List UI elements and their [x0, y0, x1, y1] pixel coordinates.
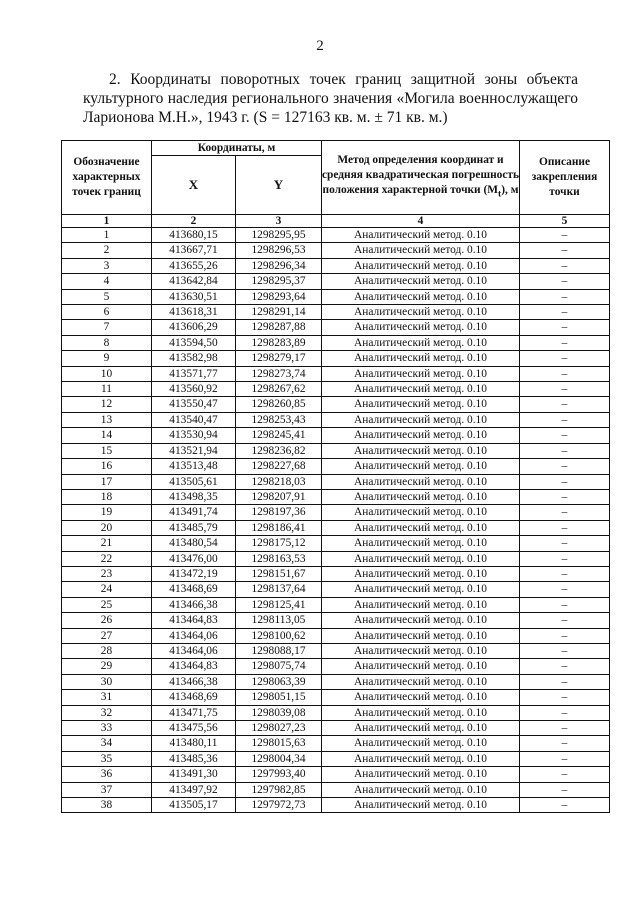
- description-cell: –: [520, 397, 610, 412]
- point-number-cell: 22: [62, 551, 152, 566]
- header-method-text: Метод определения координат и средняя квадратическая погрешность положения характерной точки (M: [322, 153, 519, 196]
- x-coordinate-cell: 413497,92: [152, 782, 236, 797]
- point-number-cell: 26: [62, 613, 152, 628]
- description-cell: –: [520, 643, 610, 658]
- x-coordinate-cell: 413464,06: [152, 628, 236, 643]
- x-coordinate-cell: 413485,36: [152, 751, 236, 766]
- y-coordinate-cell: 1298004,34: [236, 751, 322, 766]
- method-cell: Аналитический метод. 0.10: [322, 674, 520, 689]
- method-cell: Аналитический метод. 0.10: [322, 366, 520, 381]
- point-number-cell: 36: [62, 767, 152, 782]
- y-coordinate-cell: 1298279,17: [236, 351, 322, 366]
- y-coordinate-cell: 1298207,91: [236, 489, 322, 504]
- y-coordinate-cell: 1298186,41: [236, 520, 322, 535]
- point-number-cell: 24: [62, 582, 152, 597]
- y-coordinate-cell: 1298015,63: [236, 736, 322, 751]
- description-cell: –: [520, 551, 610, 566]
- method-cell: Аналитический метод. 0.10: [322, 628, 520, 643]
- point-number-cell: 19: [62, 505, 152, 520]
- method-cell: Аналитический метод. 0.10: [322, 505, 520, 520]
- x-coordinate-cell: 413466,38: [152, 597, 236, 612]
- method-cell: Аналитический метод. 0.10: [322, 412, 520, 427]
- point-number-cell: 7: [62, 320, 152, 335]
- y-coordinate-cell: 1297972,73: [236, 798, 322, 813]
- y-coordinate-cell: 1298291,14: [236, 305, 322, 320]
- y-coordinate-cell: 1298227,68: [236, 459, 322, 474]
- y-coordinate-cell: 1298125,41: [236, 597, 322, 612]
- y-coordinate-cell: 1298151,67: [236, 566, 322, 581]
- x-coordinate-cell: 413680,15: [152, 228, 236, 243]
- table-row: [62, 366, 610, 381]
- table-row: [62, 397, 610, 412]
- description-cell: –: [520, 489, 610, 504]
- x-coordinate-cell: 413480,54: [152, 536, 236, 551]
- y-coordinate-cell: 1297993,40: [236, 767, 322, 782]
- table-row: [62, 751, 610, 766]
- point-number-cell: 20: [62, 520, 152, 535]
- description-cell: –: [520, 412, 610, 427]
- point-number-cell: 15: [62, 443, 152, 458]
- method-cell: Аналитический метод. 0.10: [322, 551, 520, 566]
- point-number-cell: 6: [62, 305, 152, 320]
- point-number-cell: 25: [62, 597, 152, 612]
- x-coordinate-cell: 413472,19: [152, 566, 236, 581]
- table-row: [62, 428, 610, 443]
- point-number-cell: 32: [62, 705, 152, 720]
- method-cell: Аналитический метод. 0.10: [322, 751, 520, 766]
- point-number-cell: 5: [62, 289, 152, 304]
- method-cell: Аналитический метод. 0.10: [322, 721, 520, 736]
- table-row: [62, 243, 610, 258]
- header-y: Y: [236, 156, 322, 215]
- section-heading: 2. Координаты поворотных точек границ защитной зоны объекта культурного наследия регионального значения «Могила военнослужащего Ларионова М.Н.», 1943 г. (S = 127163 кв. м. ± 71 кв. м.): [83, 71, 578, 126]
- x-coordinate-cell: 413466,38: [152, 674, 236, 689]
- method-cell: Аналитический метод. 0.10: [322, 459, 520, 474]
- description-cell: –: [520, 459, 610, 474]
- table-row: [62, 690, 610, 705]
- method-cell: Аналитический метод. 0.10: [322, 243, 520, 258]
- y-coordinate-cell: 1298295,37: [236, 274, 322, 289]
- description-cell: –: [520, 228, 610, 243]
- description-cell: –: [520, 782, 610, 797]
- table-row: [62, 782, 610, 797]
- point-number-cell: 9: [62, 351, 152, 366]
- method-cell: Аналитический метод. 0.10: [322, 320, 520, 335]
- point-number-cell: 35: [62, 751, 152, 766]
- table-row: [62, 289, 610, 304]
- x-coordinate-cell: 413550,47: [152, 397, 236, 412]
- header-coordinates: Координаты, м: [152, 141, 322, 156]
- description-cell: –: [520, 751, 610, 766]
- method-cell: Аналитический метод. 0.10: [322, 597, 520, 612]
- description-cell: –: [520, 798, 610, 813]
- method-cell: Аналитический метод. 0.10: [322, 613, 520, 628]
- point-number-cell: 10: [62, 366, 152, 381]
- table-row: [62, 320, 610, 335]
- x-coordinate-cell: 413560,92: [152, 382, 236, 397]
- method-cell: Аналитический метод. 0.10: [322, 798, 520, 813]
- coordinates-table: [61, 140, 610, 813]
- description-cell: –: [520, 443, 610, 458]
- table-row: [62, 582, 610, 597]
- point-number-cell: 28: [62, 643, 152, 658]
- table-row: [62, 674, 610, 689]
- description-cell: –: [520, 520, 610, 535]
- description-cell: –: [520, 566, 610, 581]
- description-cell: –: [520, 258, 610, 273]
- y-coordinate-cell: 1298137,64: [236, 582, 322, 597]
- description-cell: –: [520, 428, 610, 443]
- header-description: Описание закрепления точки: [520, 141, 610, 215]
- y-coordinate-cell: 1298260,85: [236, 397, 322, 412]
- y-coordinate-cell: 1298218,03: [236, 474, 322, 489]
- description-cell: –: [520, 243, 610, 258]
- table-row: [62, 489, 610, 504]
- y-coordinate-cell: 1298175,12: [236, 536, 322, 551]
- point-number-cell: 27: [62, 628, 152, 643]
- method-cell: Аналитический метод. 0.10: [322, 443, 520, 458]
- table-row: [62, 536, 610, 551]
- column-number: 4: [322, 215, 520, 228]
- method-cell: Аналитический метод. 0.10: [322, 289, 520, 304]
- y-coordinate-cell: 1298100,62: [236, 628, 322, 643]
- method-cell: Аналитический метод. 0.10: [322, 536, 520, 551]
- method-cell: Аналитический метод. 0.10: [322, 690, 520, 705]
- table-row: [62, 628, 610, 643]
- point-number-cell: 3: [62, 258, 152, 273]
- description-cell: –: [520, 705, 610, 720]
- point-number-cell: 31: [62, 690, 152, 705]
- description-cell: –: [520, 351, 610, 366]
- table-row: [62, 705, 610, 720]
- table-row: [62, 258, 610, 273]
- y-coordinate-cell: 1298296,53: [236, 243, 322, 258]
- table-row: [62, 305, 610, 320]
- description-cell: –: [520, 474, 610, 489]
- method-cell: Аналитический метод. 0.10: [322, 258, 520, 273]
- table-row: [62, 412, 610, 427]
- x-coordinate-cell: 413464,83: [152, 659, 236, 674]
- x-coordinate-cell: 413530,94: [152, 428, 236, 443]
- point-number-cell: 8: [62, 335, 152, 350]
- point-number-cell: 13: [62, 412, 152, 427]
- column-number: 5: [520, 215, 610, 228]
- description-cell: –: [520, 659, 610, 674]
- method-cell: Аналитический метод. 0.10: [322, 643, 520, 658]
- method-cell: Аналитический метод. 0.10: [322, 228, 520, 243]
- y-coordinate-cell: 1298051,15: [236, 690, 322, 705]
- y-coordinate-cell: 1298273,74: [236, 366, 322, 381]
- point-number-cell: 34: [62, 736, 152, 751]
- point-number-cell: 33: [62, 721, 152, 736]
- y-coordinate-cell: 1298163,53: [236, 551, 322, 566]
- x-coordinate-cell: 413471,75: [152, 705, 236, 720]
- x-coordinate-cell: 413505,61: [152, 474, 236, 489]
- x-coordinate-cell: 413655,26: [152, 258, 236, 273]
- point-number-cell: 2: [62, 243, 152, 258]
- y-coordinate-cell: 1298245,41: [236, 428, 322, 443]
- x-coordinate-cell: 413480,11: [152, 736, 236, 751]
- point-number-cell: 11: [62, 382, 152, 397]
- table-row: [62, 551, 610, 566]
- table-row: [62, 459, 610, 474]
- description-cell: –: [520, 736, 610, 751]
- method-cell: Аналитический метод. 0.10: [322, 351, 520, 366]
- x-coordinate-cell: 413491,30: [152, 767, 236, 782]
- y-coordinate-cell: 1298293,64: [236, 289, 322, 304]
- table-row: [62, 228, 610, 243]
- y-coordinate-cell: 1298295,95: [236, 228, 322, 243]
- table-row: [62, 721, 610, 736]
- method-cell: Аналитический метод. 0.10: [322, 489, 520, 504]
- x-coordinate-cell: 413464,83: [152, 613, 236, 628]
- description-cell: –: [520, 274, 610, 289]
- method-cell: Аналитический метод. 0.10: [322, 659, 520, 674]
- header-designation: Обозначение характерных точек границ: [62, 141, 152, 215]
- table-row: [62, 520, 610, 535]
- method-cell: Аналитический метод. 0.10: [322, 305, 520, 320]
- x-coordinate-cell: 413642,84: [152, 274, 236, 289]
- method-cell: Аналитический метод. 0.10: [322, 474, 520, 489]
- table-row: [62, 274, 610, 289]
- x-coordinate-cell: 413468,69: [152, 582, 236, 597]
- x-coordinate-cell: 413582,98: [152, 351, 236, 366]
- table-row: [62, 767, 610, 782]
- point-number-cell: 14: [62, 428, 152, 443]
- description-cell: –: [520, 674, 610, 689]
- method-cell: Аналитический метод. 0.10: [322, 397, 520, 412]
- y-coordinate-cell: 1297982,85: [236, 782, 322, 797]
- description-cell: –: [520, 628, 610, 643]
- point-number-cell: 37: [62, 782, 152, 797]
- y-coordinate-cell: 1298063,39: [236, 674, 322, 689]
- method-cell: Аналитический метод. 0.10: [322, 520, 520, 535]
- x-coordinate-cell: 413521,94: [152, 443, 236, 458]
- y-coordinate-cell: 1298075,74: [236, 659, 322, 674]
- x-coordinate-cell: 413594,50: [152, 335, 236, 350]
- column-number: 3: [236, 215, 322, 228]
- point-number-cell: 4: [62, 274, 152, 289]
- description-cell: –: [520, 536, 610, 551]
- x-coordinate-cell: 413464,06: [152, 643, 236, 658]
- point-number-cell: 18: [62, 489, 152, 504]
- point-number-cell: 21: [62, 536, 152, 551]
- x-coordinate-cell: 413476,00: [152, 551, 236, 566]
- description-cell: –: [520, 505, 610, 520]
- table-row: [62, 613, 610, 628]
- header-method-subscript: t: [498, 189, 502, 200]
- table-row: [62, 798, 610, 813]
- method-cell: Аналитический метод. 0.10: [322, 566, 520, 581]
- point-number-cell: 12: [62, 397, 152, 412]
- y-coordinate-cell: 1298267,62: [236, 382, 322, 397]
- x-coordinate-cell: 413491,74: [152, 505, 236, 520]
- table-row: [62, 474, 610, 489]
- table-row: [62, 351, 610, 366]
- description-cell: –: [520, 613, 610, 628]
- x-coordinate-cell: 413667,71: [152, 243, 236, 258]
- y-coordinate-cell: 1298236,82: [236, 443, 322, 458]
- description-cell: –: [520, 320, 610, 335]
- table-row: [62, 643, 610, 658]
- x-coordinate-cell: 413485,79: [152, 520, 236, 535]
- y-coordinate-cell: 1298197,36: [236, 505, 322, 520]
- x-coordinate-cell: 413618,31: [152, 305, 236, 320]
- column-number: 2: [152, 215, 236, 228]
- method-cell: Аналитический метод. 0.10: [322, 274, 520, 289]
- point-number-cell: 29: [62, 659, 152, 674]
- table-row: [62, 443, 610, 458]
- y-coordinate-cell: 1298088,17: [236, 643, 322, 658]
- table-row: [62, 505, 610, 520]
- x-coordinate-cell: 413505,17: [152, 798, 236, 813]
- x-coordinate-cell: 413498,35: [152, 489, 236, 504]
- table-row: [62, 335, 610, 350]
- point-number-cell: 1: [62, 228, 152, 243]
- y-coordinate-cell: 1298296,34: [236, 258, 322, 273]
- x-coordinate-cell: 413571,77: [152, 366, 236, 381]
- table-body: [62, 228, 610, 813]
- x-coordinate-cell: 413540,47: [152, 412, 236, 427]
- y-coordinate-cell: 1298027,23: [236, 721, 322, 736]
- description-cell: –: [520, 690, 610, 705]
- method-cell: Аналитический метод. 0.10: [322, 736, 520, 751]
- y-coordinate-cell: 1298113,05: [236, 613, 322, 628]
- description-cell: –: [520, 366, 610, 381]
- table-row: [62, 382, 610, 397]
- table-row: [62, 597, 610, 612]
- description-cell: –: [520, 335, 610, 350]
- table-row: [62, 659, 610, 674]
- point-number-cell: 23: [62, 566, 152, 581]
- method-cell: Аналитический метод. 0.10: [322, 428, 520, 443]
- x-coordinate-cell: 413606,29: [152, 320, 236, 335]
- table-row: [62, 736, 610, 751]
- description-cell: –: [520, 289, 610, 304]
- x-coordinate-cell: 413513,48: [152, 459, 236, 474]
- point-number-cell: 16: [62, 459, 152, 474]
- method-cell: Аналитический метод. 0.10: [322, 705, 520, 720]
- y-coordinate-cell: 1298039,08: [236, 705, 322, 720]
- method-cell: Аналитический метод. 0.10: [322, 382, 520, 397]
- column-number: 1: [62, 215, 152, 228]
- x-coordinate-cell: 413468,69: [152, 690, 236, 705]
- description-cell: –: [520, 767, 610, 782]
- description-cell: –: [520, 582, 610, 597]
- table-row: [62, 566, 610, 581]
- point-number-cell: 17: [62, 474, 152, 489]
- point-number-cell: 30: [62, 674, 152, 689]
- header-method: [322, 141, 520, 215]
- y-coordinate-cell: 1298283,89: [236, 335, 322, 350]
- method-cell: Аналитический метод. 0.10: [322, 782, 520, 797]
- description-cell: –: [520, 305, 610, 320]
- point-number-cell: 38: [62, 798, 152, 813]
- header-x: X: [152, 156, 236, 215]
- y-coordinate-cell: 1298253,43: [236, 412, 322, 427]
- description-cell: –: [520, 721, 610, 736]
- method-cell: Аналитический метод. 0.10: [322, 582, 520, 597]
- page-number: 2: [316, 38, 324, 54]
- description-cell: –: [520, 597, 610, 612]
- header-method-text-end: ), м: [501, 183, 519, 196]
- y-coordinate-cell: 1298287,88: [236, 320, 322, 335]
- description-cell: –: [520, 382, 610, 397]
- x-coordinate-cell: 413630,51: [152, 289, 236, 304]
- x-coordinate-cell: 413475,56: [152, 721, 236, 736]
- method-cell: Аналитический метод. 0.10: [322, 335, 520, 350]
- method-cell: Аналитический метод. 0.10: [322, 767, 520, 782]
